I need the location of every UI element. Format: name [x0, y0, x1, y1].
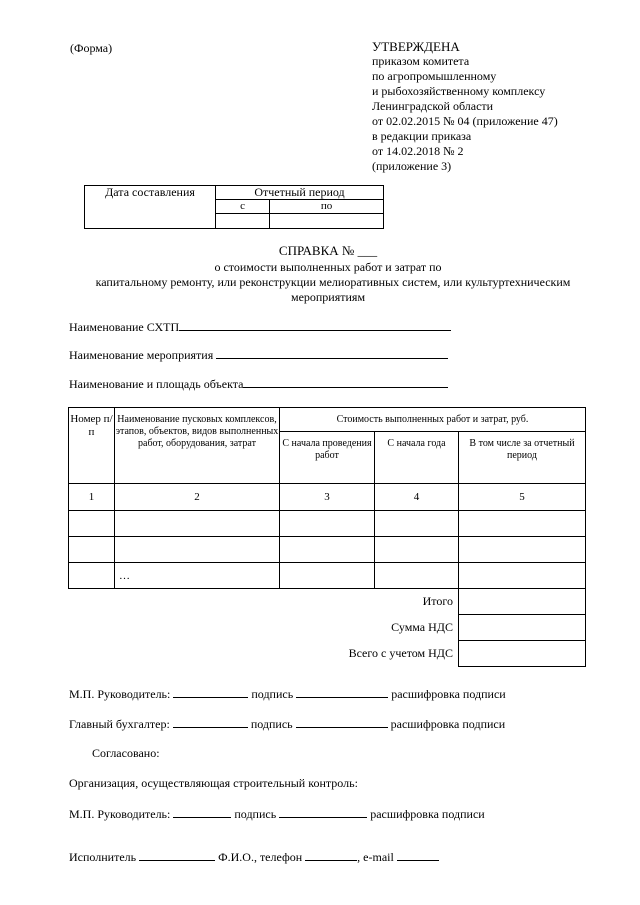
- total-with-vat-value-cell[interactable]: [459, 641, 586, 667]
- table-cell[interactable]: [375, 563, 459, 589]
- period-to-cell[interactable]: [270, 214, 384, 229]
- event-input-line[interactable]: [216, 347, 448, 359]
- control-signature-blank[interactable]: [279, 806, 367, 818]
- table-row: [69, 537, 586, 563]
- period-from-label: с: [216, 200, 270, 214]
- decoding-label: расшифровка подписи: [390, 717, 506, 731]
- total-value-cell[interactable]: [459, 589, 586, 615]
- accountant-signature-blank[interactable]: [296, 716, 388, 728]
- accountant-blank[interactable]: [173, 716, 248, 728]
- sxtp-label: Наименование СХТП: [69, 320, 180, 334]
- certificate-title: СПРАВКА № ___: [278, 243, 378, 258]
- col-name-header: Наименование пусковых комплексов, этапов, объектов, видов выполненных работ, оборудования, затрат: [115, 408, 280, 484]
- object-label: Наименование и площадь объекта: [69, 377, 244, 391]
- executor-line: [69, 849, 439, 865]
- period-to-label: по: [270, 200, 384, 214]
- table-cell[interactable]: [375, 511, 459, 537]
- table-cell[interactable]: [459, 537, 586, 563]
- form-label: (Форма): [70, 41, 113, 55]
- col-number-1: 1: [69, 484, 115, 511]
- event-field: [69, 347, 448, 363]
- chief-accountant-label: Главный бухгалтер:: [69, 717, 170, 731]
- table-cell[interactable]: [459, 511, 586, 537]
- col-number-4: 4: [375, 484, 459, 511]
- table-cell[interactable]: [280, 563, 375, 589]
- col-reporting-period-header: В том числе за отчетный период: [459, 432, 586, 484]
- email-blank[interactable]: [397, 849, 439, 861]
- date-value-cell[interactable]: [85, 214, 216, 229]
- certificate-subtitle-line: мероприятиям: [290, 290, 366, 304]
- ellipsis-cell: …: [115, 563, 280, 589]
- table-cell[interactable]: [115, 537, 280, 563]
- signature-label: подпись: [250, 717, 293, 731]
- table-cell[interactable]: [115, 511, 280, 537]
- vat-label: Сумма НДС: [391, 620, 453, 634]
- control-head-blank[interactable]: [173, 806, 231, 818]
- approval-line: Ленинградской области: [372, 99, 494, 113]
- signature-label: подпись: [234, 807, 277, 821]
- head-signature-blank[interactable]: [296, 686, 388, 698]
- approval-line: от 02.02.2015 № 04 (приложение 47): [372, 114, 558, 128]
- approval-block: [372, 39, 558, 174]
- sxtp-field: [69, 319, 451, 335]
- object-input-line[interactable]: [243, 376, 448, 388]
- table-cell[interactable]: [280, 537, 375, 563]
- certificate-subtitle-line: капитальному ремонту, или реконструкции мелиоративных систем, или культуртехническим: [95, 275, 571, 289]
- period-from-cell[interactable]: [216, 214, 270, 229]
- event-label: Наименование мероприятия: [69, 348, 214, 362]
- decoding-label: расшифровка подписи: [391, 687, 506, 701]
- cost-group-header: Стоимость выполненных работ и затрат, руб.: [280, 408, 586, 432]
- works-cost-table: [68, 407, 586, 667]
- sxtp-input-line[interactable]: [179, 319, 451, 331]
- table-row: [69, 563, 586, 589]
- vat-value-cell[interactable]: [459, 615, 586, 641]
- table-cell[interactable]: [69, 563, 115, 589]
- agreed-label: Согласовано:: [92, 746, 160, 760]
- table-cell[interactable]: [459, 563, 586, 589]
- col-since-year-header: С начала года: [375, 432, 459, 484]
- certificate-subtitle-line: о стоимости выполненных работ и затрат по: [214, 260, 442, 274]
- col-number-header: Номер п/п: [69, 408, 115, 484]
- object-field: [69, 376, 448, 392]
- phone-blank[interactable]: [305, 849, 357, 861]
- email-label: , e-mail: [357, 850, 394, 864]
- table-cell[interactable]: [280, 511, 375, 537]
- executor-label: Исполнитель: [69, 850, 137, 864]
- approval-line: от 14.02.2018 № 2: [372, 144, 464, 158]
- date-header: Дата составления: [85, 186, 216, 214]
- approval-line: (приложение 3): [372, 159, 452, 173]
- approval-line: в редакции приказа: [372, 129, 472, 143]
- col-since-start-header: С начала проведения работ: [280, 432, 375, 484]
- head-signature-line: [69, 686, 506, 702]
- table-cell[interactable]: [375, 537, 459, 563]
- col-number-2: 2: [115, 484, 280, 511]
- col-number-5: 5: [459, 484, 586, 511]
- decoding-label: расшифровка подписи: [370, 807, 485, 821]
- mp-head-label: М.П. Руководитель:: [69, 807, 171, 821]
- fio-phone-label: Ф.И.О., телефон: [218, 850, 303, 864]
- table-row: [69, 511, 586, 537]
- table-cell[interactable]: [69, 511, 115, 537]
- accountant-signature-line: [69, 716, 505, 732]
- control-head-signature-line: [69, 806, 485, 822]
- col-number-3: 3: [280, 484, 375, 511]
- date-period-table: [84, 185, 384, 229]
- mp-head-label: М.П. Руководитель:: [69, 687, 171, 701]
- approval-line: приказом комитета: [372, 54, 470, 68]
- executor-blank[interactable]: [139, 849, 215, 861]
- total-label: Итого: [422, 594, 453, 609]
- signature-label: подпись: [251, 687, 294, 701]
- total-with-vat-label: Всего с учетом НДС: [348, 646, 453, 660]
- head-blank[interactable]: [173, 686, 248, 698]
- table-cell[interactable]: [69, 537, 115, 563]
- approval-line: и рыбохозяйственному комплексу: [372, 84, 546, 98]
- approval-title: УТВЕРЖДЕНА: [372, 39, 460, 54]
- approval-line: по агропромышленному: [372, 69, 497, 83]
- period-header: Отчетный период: [216, 186, 384, 200]
- organization-label: Организация, осуществляющая строительный контроль:: [69, 776, 358, 790]
